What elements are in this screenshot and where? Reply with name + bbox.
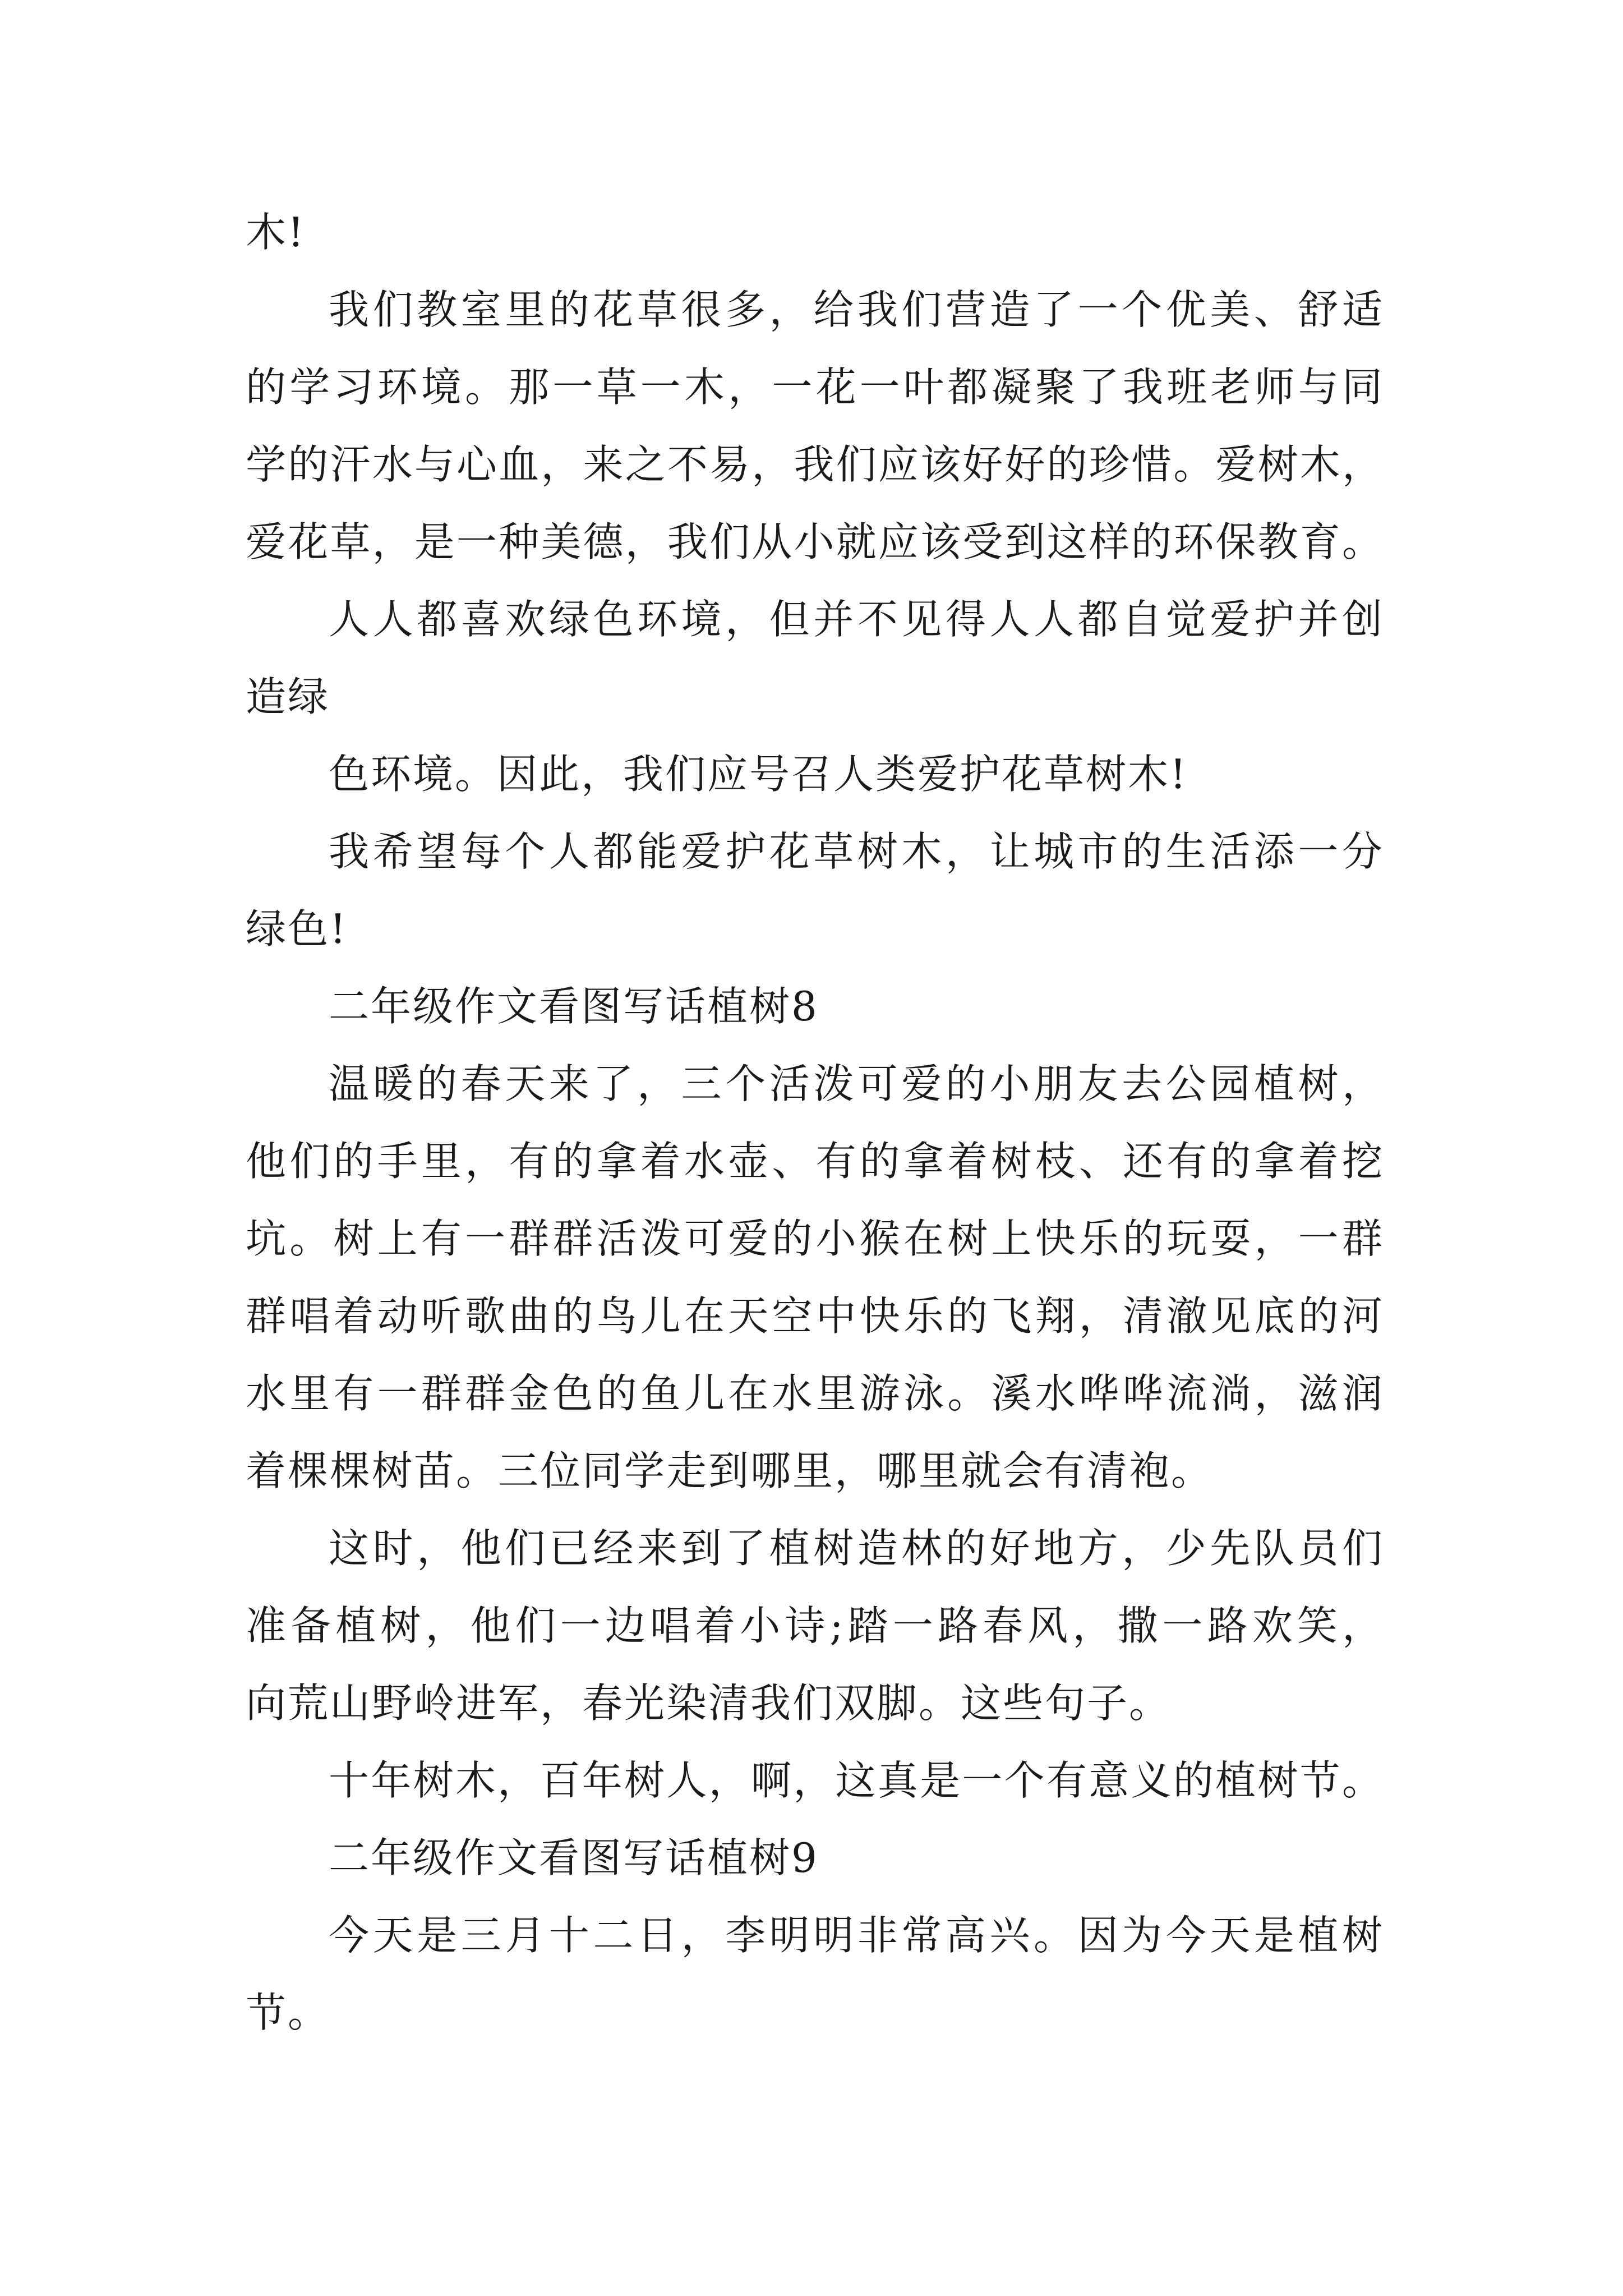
section-heading: 二年级作文看图写话植树9 — [329, 1834, 819, 1881]
section-heading: 二年级作文看图写话植树8 — [329, 983, 819, 1030]
text-line: 节。 — [246, 1989, 330, 2036]
text-line: 的学习环境。那一草一木，一花一叶都凝聚了我班老师与同 — [246, 364, 1384, 411]
text-line: 他们的手里，有的拿着水壶、有的拿着树枝、还有的拿着挖 — [246, 1138, 1384, 1185]
text-line: 温暖的春天来了，三个活泼可爱的小朋友去公园植树， — [329, 1060, 1384, 1107]
text-line: 坑。树上有一群群活泼可爱的小猴在树上快乐的玩耍，一群 — [246, 1215, 1384, 1262]
document-body — [246, 194, 1384, 2051]
text-line: 色环境。因此，我们应号召人类爱护花草树木! — [329, 751, 1188, 798]
text-line: 木! — [246, 209, 306, 256]
text-line: 水里有一群群金色的鱼儿在水里游泳。溪水哗哗流淌，滋润 — [246, 1370, 1384, 1417]
text-line: 人人都喜欢绿色环境，但并不见得人人都自觉爱护并创 — [329, 596, 1384, 643]
text-line: 准备植树，他们一边唱着小诗;踏一路春风，撒一路欢笑， — [246, 1602, 1384, 1649]
text-line: 向荒山野岭进军，春光染清我们双脚。这些句子。 — [246, 1680, 1172, 1727]
text-line: 十年树木，百年树人，啊，这真是一个有意义的植树节。 — [329, 1757, 1384, 1804]
text-line: 我希望每个人都能爱护花草树木，让城市的生活添一分 — [329, 828, 1384, 875]
text-line: 我们教室里的花草很多，给我们营造了一个优美、舒适 — [329, 286, 1384, 333]
text-line: 爱花草，是一种美德，我们从小就应该受到这样的环保教育。 — [246, 518, 1384, 565]
text-line: 今天是三月十二日，李明明非常高兴。因为今天是植树 — [329, 1912, 1384, 1959]
text-line: 群唱着动听歌曲的鸟儿在天空中快乐的飞翔，清澈见底的河 — [246, 1292, 1384, 1340]
text-line: 绿色! — [246, 905, 348, 953]
text-line: 造绿 — [246, 673, 330, 720]
text-line: 着棵棵树苗。三位同学走到哪里，哪里就会有清袍。 — [246, 1447, 1214, 1494]
text-line: 学的汗水与心血，来之不易，我们应该好好的珍惜。爱树木， — [246, 441, 1384, 488]
text-line: 这时，他们已经来到了植树造林的好地方，少先队员们 — [329, 1525, 1384, 1572]
